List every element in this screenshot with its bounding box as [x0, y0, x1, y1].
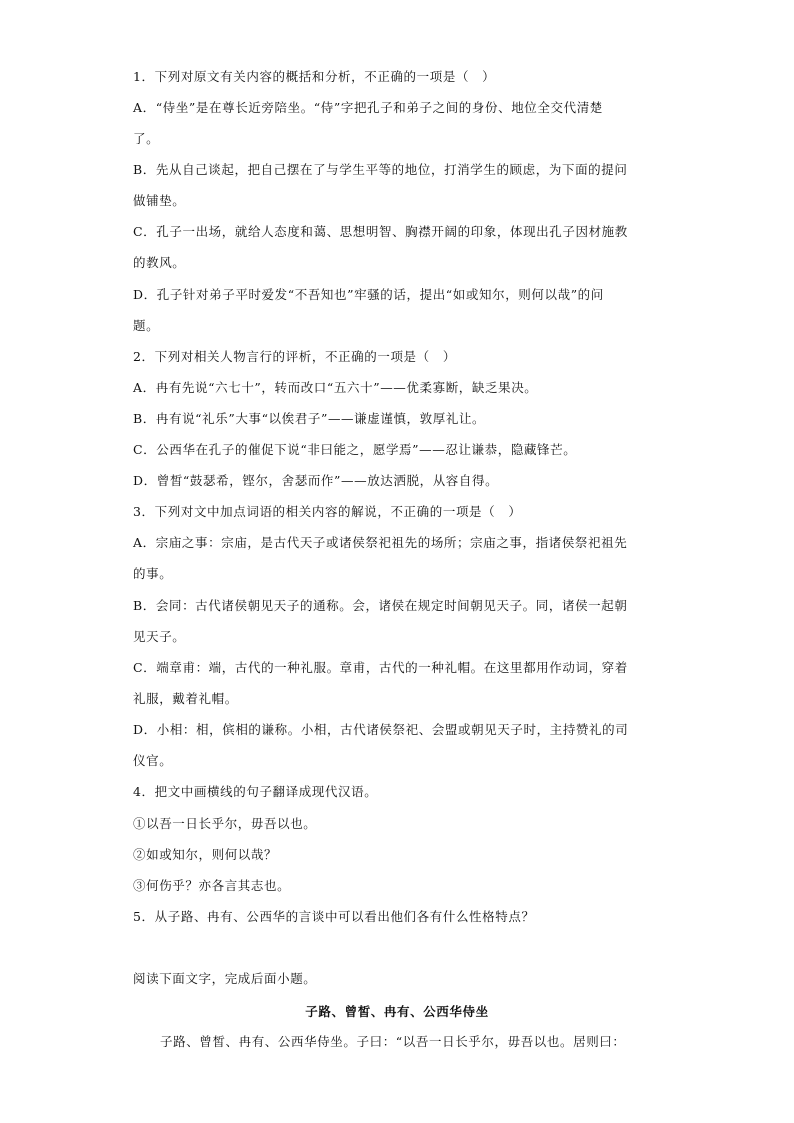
reading-instruction: 阅读下面文字，完成后面小题。	[133, 971, 317, 986]
q1-option-c: C．孔子一出场，就给人态度和蔼、思想明智、胸襟开阔的印象，体现出孔子因材施教	[133, 224, 628, 239]
question-3-stem: 3．下列对文中加点词语的相关内容的解说，不正确的一项是（ ）	[133, 504, 522, 519]
q1-option-d: D．孔子针对弟子平时爱发“不吾知也”牢骚的话，提出“如或知尔，则何以哉”的问	[133, 287, 604, 302]
q4-sentence-1: ①以吾一日长乎尔，毋吾以也。	[133, 816, 317, 831]
q3-option-d-cont: 仪官。	[133, 753, 173, 768]
q3-option-b: B．会同：古代诸侯朝见天子的通称。会，诸侯在规定时间朝见天子。同，诸侯一起朝	[133, 598, 628, 613]
q3-option-b-cont: 见天子。	[133, 629, 186, 644]
question-4-stem: 4．把文中画横线的句子翻译成现代汉语。	[133, 784, 378, 799]
q1-option-c-cont: 的教风。	[133, 255, 186, 270]
q2-option-c: C．公西华在孔子的催促下说“非曰能之，愿学焉”——忍让谦恭，隐藏锋芒。	[133, 442, 577, 457]
q3-option-a-cont: 的事。	[133, 566, 173, 581]
q4-sentence-3: ③何伤乎？亦各言其志也。	[133, 878, 291, 893]
question-2-stem: 2．下列对相关人物言行的评析，不正确的一项是（ ）	[133, 349, 456, 364]
passage-first-line: 子路、曾皙、冉有、公西华侍坐。子曰：“以吾一日长乎尔，毋吾以也。居则曰：	[160, 1034, 626, 1049]
q3-option-d: D．小相：相，傧相的谦称。小相，古代诸侯祭祀、会盟或朝见天子时，主持赞礼的司	[133, 722, 629, 737]
q1-option-b-cont: 做铺垫。	[133, 193, 186, 208]
q1-option-a: A．“侍坐”是在尊长近旁陪坐。“侍”字把孔子和弟子之间的身份、地位全交代清楚	[133, 100, 603, 115]
q2-option-a: A．冉有先说“六七十”，转而改口“五六十”——优柔寡断，缺乏果决。	[133, 380, 538, 395]
q4-sentence-2: ②如或知尔，则何以哉？	[133, 847, 278, 862]
q1-option-b: B．先从自己谈起，把自己摆在了与学生平等的地位，打消学生的顾虑，为下面的提问	[133, 162, 628, 177]
question-1-stem: 1．下列对原文有关内容的概括和分析，不正确的一项是（ ）	[133, 69, 496, 84]
q2-option-b: B．冉有说“礼乐”大事“以俟君子”——谦虚谨慎，敦厚礼让。	[133, 411, 486, 426]
q3-option-c-cont: 礼服，戴着礼帽。	[133, 691, 238, 706]
question-5-stem: 5．从子路、冉有、公西华的言谈中可以看出他们各有什么性格特点？	[133, 909, 535, 924]
q3-option-c: C．端章甫：端，古代的一种礼服。章甫，古代的一种礼帽。在这里都用作动词，穿着	[133, 660, 628, 675]
passage-title: 子路、曾皙、冉有、公西华侍坐	[305, 1004, 489, 1019]
q1-option-a-cont: 了。	[133, 131, 160, 146]
q2-option-d: D．曾皙“鼓瑟希，铿尔，舍瑟而作”——放达洒脱，从容自得。	[133, 473, 499, 488]
q1-option-d-cont: 题。	[133, 318, 160, 333]
q3-option-a: A．宗庙之事：宗庙，是古代天子或诸侯祭祀祖先的场所；宗庙之事，指诸侯祭祀祖先	[133, 535, 628, 550]
